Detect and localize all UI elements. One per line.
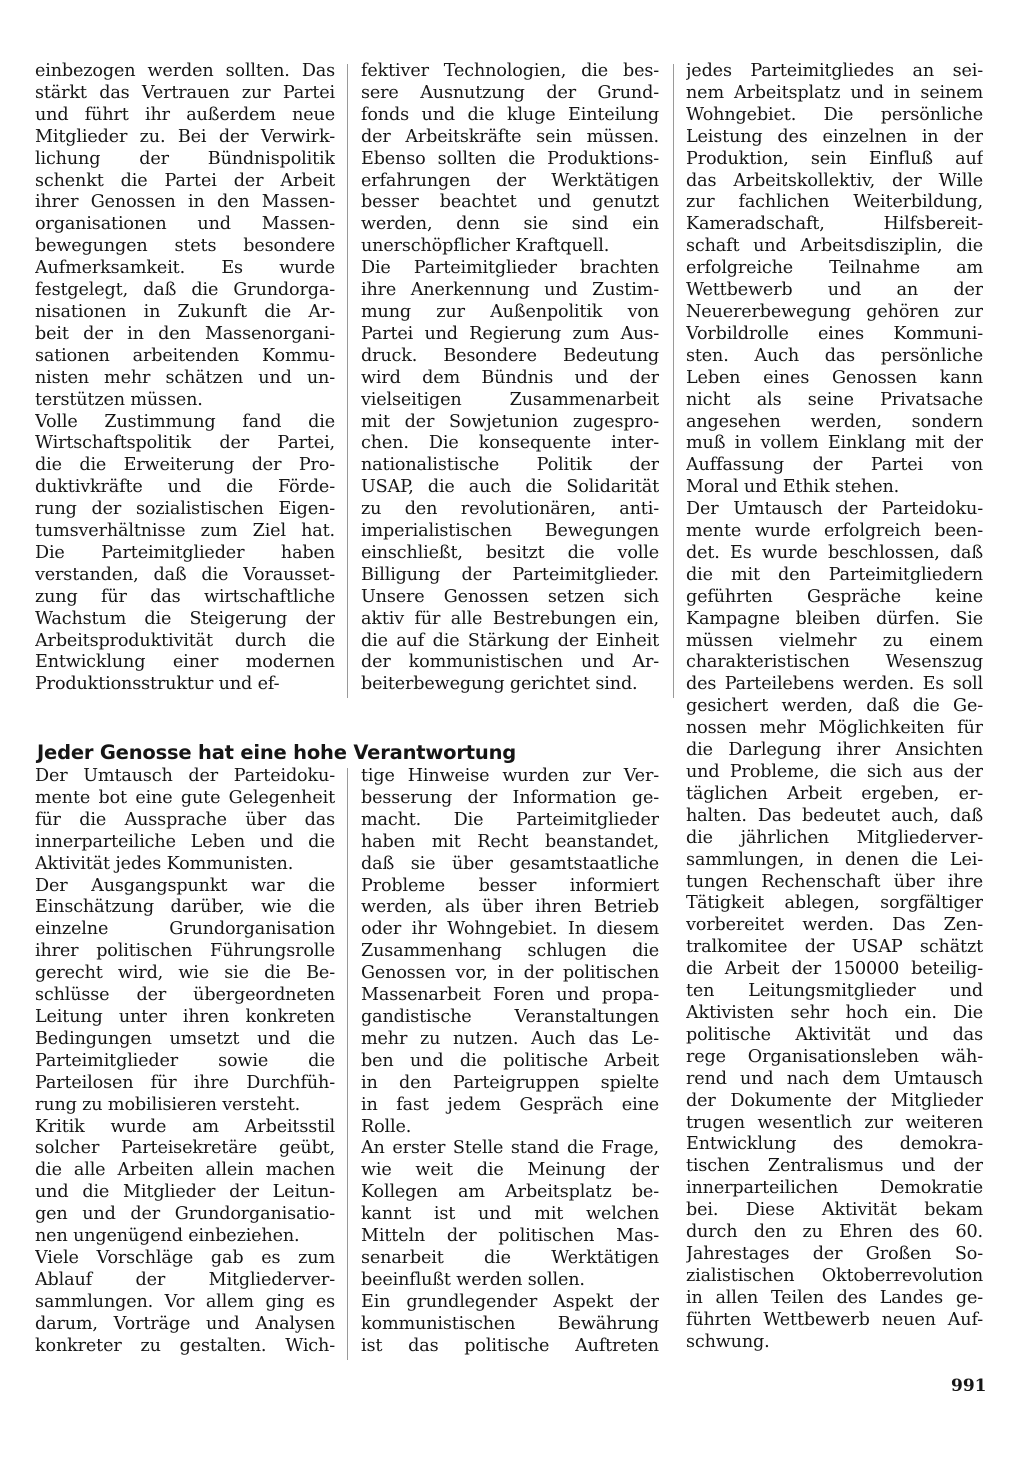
text-line: einzelne Grundorganisation bbox=[35, 919, 335, 940]
text-line: schlüsse der übergeordneten bbox=[35, 985, 335, 1006]
text-line: Die Parteimitglieder brachten bbox=[361, 258, 659, 279]
text-line: Volle Zustimmung fand die bbox=[35, 411, 335, 432]
text-line: Viele Vorschläge gab es zum bbox=[35, 1247, 335, 1268]
text-line: wie weit die Meinung der bbox=[361, 1160, 659, 1181]
text-line: Massenarbeit Foren und propa- bbox=[361, 985, 659, 1006]
text-line: sere Ausnutzung der Grund- bbox=[361, 82, 659, 103]
text-line: die alle Arbeiten allein machen bbox=[35, 1160, 335, 1181]
text-line: charakteristischen Wesenszug bbox=[686, 652, 983, 673]
text-line: rege Organisationsleben wäh- bbox=[686, 1046, 983, 1067]
text-line: Leben eines Genossen kann bbox=[686, 367, 983, 388]
text-line: Leistung des einzelnen in der bbox=[686, 126, 983, 147]
text-line: Billigung der Parteimitglieder. bbox=[361, 564, 659, 585]
text-line: in allen Teilen des Landes ge- bbox=[686, 1287, 983, 1308]
text-line: Mitteln der politischen Mas- bbox=[361, 1226, 659, 1247]
text-line: Jahrestages der Großen So- bbox=[686, 1243, 983, 1264]
text-line: Rolle. bbox=[361, 1116, 412, 1137]
text-line: in den Parteigruppen spielte bbox=[361, 1072, 659, 1093]
text-line: der kommunistischen und Ar- bbox=[361, 652, 659, 673]
text-line: mehr zu nutzen. Auch das Le- bbox=[361, 1028, 659, 1049]
text-line: schaft und Arbeitsdisziplin, die bbox=[686, 236, 983, 257]
text-line: Parteilosen für ihre Durchfüh- bbox=[35, 1072, 335, 1093]
text-line: terstützen müssen. bbox=[35, 389, 203, 410]
text-line: Der Umtausch der Parteidoku- bbox=[686, 499, 983, 520]
text-line: Vorbildrolle eines Kommuni- bbox=[686, 323, 983, 344]
text-line: die jährlichen Mitgliederver- bbox=[686, 827, 983, 848]
text-line: die die Erweiterung der Pro- bbox=[35, 455, 335, 476]
text-column-5 bbox=[361, 766, 659, 1357]
text-line: tumsverhältnisse zum Ziel hat. bbox=[35, 521, 335, 542]
text-line: stärkt das Vertrauen zur Partei bbox=[35, 82, 335, 103]
text-line: duktivkräfte und die Förde- bbox=[35, 477, 335, 498]
text-line: sammlungen. Vor allem ging es bbox=[35, 1291, 335, 1312]
text-line: müssen vielmehr zu einem bbox=[686, 630, 983, 651]
text-line: innerparteilichen Demokratie bbox=[686, 1178, 983, 1199]
text-line: senarbeit die Werktätigen bbox=[361, 1247, 659, 1268]
text-line: unerschöpflicher Kraftquell. bbox=[361, 236, 610, 257]
text-line: Parteimitglieder sowie die bbox=[35, 1050, 335, 1071]
page-number: 991 bbox=[951, 1376, 987, 1396]
text-line: mente bot eine gute Gelegenheit bbox=[35, 787, 335, 808]
text-line: nisationen in Zukunft die Ar- bbox=[35, 301, 335, 322]
text-line: halten. Das bedeutet auch, daß bbox=[686, 805, 983, 826]
text-line: täglichen Arbeit ergeben, er- bbox=[686, 783, 983, 804]
text-line: organisationen und Massen- bbox=[35, 214, 335, 235]
text-line: nationalistische Politik der bbox=[361, 455, 659, 476]
text-line: haben mit Recht beanstandet, bbox=[361, 831, 659, 852]
text-line: Auffassung der Partei von bbox=[686, 455, 983, 476]
text-line: Probleme besser informiert bbox=[361, 875, 659, 896]
text-line: ist das politische Auftreten bbox=[361, 1335, 659, 1356]
text-line: angesehen werden, sondern bbox=[686, 411, 983, 432]
text-line: Aktivität jedes Kommunisten. bbox=[35, 853, 294, 874]
text-line: rung der sozialistischen Eigen- bbox=[35, 499, 335, 520]
text-line: politische Aktivität und das bbox=[686, 1024, 983, 1045]
text-line: bewegungen stets besondere bbox=[35, 236, 335, 257]
text-line: und führt ihr außerdem neue bbox=[35, 104, 335, 125]
text-line: Wachstum die Steigerung der bbox=[35, 608, 335, 629]
text-line: Aufmerksamkeit. Es wurde bbox=[35, 258, 335, 279]
text-line: ihrer Genossen in den Massen- bbox=[35, 192, 335, 213]
text-line: tige Hinweise wurden zur Ver- bbox=[361, 766, 659, 786]
text-line: Partei und Regierung zum Aus- bbox=[361, 323, 659, 344]
text-line: fonds und die kluge Einteilung bbox=[361, 104, 659, 125]
text-line: Mitglieder zu. Bei der Verwirk- bbox=[35, 126, 335, 147]
text-line: USAP, die auch die Solidarität bbox=[361, 477, 659, 498]
text-line: zu den revolutionären, anti- bbox=[361, 499, 659, 520]
text-line: Wohngebiet. Die persönliche bbox=[686, 104, 983, 125]
text-line: zur fachlichen Weiterbildung, bbox=[686, 192, 983, 213]
text-line: Produktionsstruktur und ef- bbox=[35, 674, 280, 695]
column-rule bbox=[673, 64, 674, 698]
text-line: besserung der Information ge- bbox=[361, 787, 659, 808]
text-line: Ablauf der Mitgliederver- bbox=[35, 1269, 335, 1290]
text-line: rung zu mobilisieren versteht. bbox=[35, 1094, 301, 1115]
text-line: Zusammenhang schlugen die bbox=[361, 941, 659, 962]
text-line: Aktivisten sehr hoch ein. Die bbox=[686, 1002, 983, 1023]
text-line: Bedingungen umsetzt und die bbox=[35, 1028, 335, 1049]
text-line: kommunistischen Bewährung bbox=[361, 1313, 659, 1334]
text-line: chen. Die konsequente inter- bbox=[361, 433, 659, 454]
text-line: Ein grundlegender Aspekt der bbox=[361, 1291, 659, 1312]
text-line: solcher Parteisekretäre geübt, bbox=[35, 1138, 335, 1159]
text-line: besser beachtet und genutzt bbox=[361, 192, 659, 213]
text-line: gandistische Veranstaltungen bbox=[361, 1006, 659, 1027]
text-line: einschließt, besitzt die volle bbox=[361, 542, 659, 563]
text-line: und Probleme, die sich aus der bbox=[686, 762, 983, 782]
text-line: in fast jedem Gespräch eine bbox=[361, 1094, 659, 1115]
text-line: bei. Diese Aktivität bekam bbox=[686, 1200, 983, 1221]
text-line: rend und nach dem Umtausch bbox=[686, 1068, 983, 1089]
text-line: Wettbewerb und an der bbox=[686, 280, 983, 301]
text-line: darum, Vorträge und Analysen bbox=[35, 1313, 335, 1334]
text-line: tischen Zentralismus und der bbox=[686, 1156, 983, 1177]
text-line: beit der in den Massenorgani- bbox=[35, 323, 335, 344]
text-line: Genossen vor, in der politischen bbox=[361, 963, 659, 984]
text-line: lichung der Bündnispolitik bbox=[35, 148, 335, 169]
text-line: tungen Rechenschaft über ihre bbox=[686, 871, 983, 892]
text-line: Moral und Ethik stehen. bbox=[686, 477, 900, 498]
text-line: Ebenso sollten die Produktions- bbox=[361, 148, 659, 169]
text-line: Der Ausgangspunkt war die bbox=[35, 875, 335, 896]
text-line: imperialistischen Bewegungen bbox=[361, 521, 659, 542]
text-line: ben und die politische Arbeit bbox=[361, 1050, 659, 1071]
text-line: Einschätzung darüber, wie die bbox=[35, 897, 335, 918]
text-line: Produktion, sein Einfluß auf bbox=[686, 148, 983, 169]
text-line: oder ihr Wohngebiet. In diesem bbox=[361, 919, 659, 940]
text-line: gerecht wird, wie sie die Be- bbox=[35, 963, 335, 984]
text-line: konkreter zu gestalten. Wich- bbox=[35, 1335, 335, 1356]
text-line: vorbereitet werden. Das Zen- bbox=[686, 915, 983, 936]
text-line: sammlungen, in denen die Lei- bbox=[686, 849, 983, 870]
text-line: mung zur Außenpolitik von bbox=[361, 301, 659, 322]
text-line: nen ungenügend einbeziehen. bbox=[35, 1226, 300, 1247]
text-line: festgelegt, daß die Grundorga- bbox=[35, 280, 335, 301]
text-line: gesichert werden, daß die Ge- bbox=[686, 696, 983, 717]
text-line: die auf die Stärkung der Einheit bbox=[361, 630, 659, 651]
text-column-4 bbox=[35, 766, 335, 1357]
text-line: macht. Die Parteimitglieder bbox=[361, 809, 659, 830]
text-line: Die Parteimitglieder haben bbox=[35, 542, 335, 563]
text-line: mente wurde erfolgreich been- bbox=[686, 521, 983, 542]
text-line: trugen wesentlich zur weiteren bbox=[686, 1112, 983, 1133]
text-line: ihre Anerkennung und Zustim- bbox=[361, 280, 659, 301]
text-line: beeinflußt werden sollen. bbox=[361, 1269, 585, 1290]
text-line: Wirtschaftspolitik der Partei, bbox=[35, 433, 335, 454]
text-line: die mit den Parteimitgliedern bbox=[686, 564, 983, 585]
text-line: nem Arbeitsplatz und in seinem bbox=[686, 82, 983, 103]
text-column-1 bbox=[35, 61, 335, 696]
text-line: Kampagne bleiben dürfen. Sie bbox=[686, 608, 983, 629]
text-line: vielseitigen Zusammenarbeit bbox=[361, 389, 659, 410]
text-line: Kollegen am Arbeitsplatz be- bbox=[361, 1182, 659, 1203]
text-line: zialistischen Oktoberrevolution bbox=[686, 1265, 983, 1286]
section-heading: Jeder Genosse hat eine hohe Verantwortung bbox=[37, 741, 517, 765]
text-line: Entwicklung einer modernen bbox=[35, 652, 335, 673]
column-rule bbox=[347, 64, 348, 698]
text-line: An erster Stelle stand die Frage, bbox=[361, 1138, 659, 1159]
text-line: wird dem Bündnis und der bbox=[361, 367, 659, 388]
text-line: die Arbeit der 150000 beteilig- bbox=[686, 959, 983, 980]
text-line: der Dokumente der Mitglieder bbox=[686, 1090, 983, 1111]
text-line: gen und der Grundorganisatio- bbox=[35, 1204, 335, 1225]
text-line: Leitung unter ihren konkreten bbox=[35, 1006, 335, 1027]
text-line: Kameradschaft, Hilfsbereit- bbox=[686, 214, 983, 235]
text-line: Kritik wurde am Arbeitsstil bbox=[35, 1116, 335, 1137]
text-line: der Arbeitskräfte sein müssen. bbox=[361, 126, 659, 147]
text-column-2 bbox=[361, 61, 659, 696]
text-line: erfahrungen der Werktätigen bbox=[361, 170, 659, 191]
text-line: führten Wettbewerb neuen Auf- bbox=[686, 1309, 983, 1330]
text-line: ihrer politischen Führungsrolle bbox=[35, 941, 335, 962]
text-line: verstanden, daß die Vorausset- bbox=[35, 564, 335, 585]
text-line: innerparteiliche Leben und die bbox=[35, 831, 335, 852]
text-column-3 bbox=[686, 61, 983, 1353]
text-line: kannt ist und mit welchen bbox=[361, 1204, 659, 1225]
text-line: mit der Sowjetunion zugespro- bbox=[361, 411, 659, 432]
text-line: erfolgreiche Teilnahme am bbox=[686, 258, 983, 279]
text-line: daß sie über gesamtstaatliche bbox=[361, 853, 659, 874]
text-line: nicht als seine Privatsache bbox=[686, 389, 983, 410]
text-line: muß in vollem Einklang mit der bbox=[686, 433, 983, 454]
text-line: nisten mehr schätzen und un- bbox=[35, 367, 335, 388]
text-line: Arbeitsproduktivität durch die bbox=[35, 630, 335, 651]
text-line: beiterbewegung gerichtet sind. bbox=[361, 674, 638, 695]
text-line: geführten Gespräche keine bbox=[686, 586, 983, 607]
column-rule bbox=[347, 768, 348, 1360]
text-line: jedes Parteimitgliedes an sei- bbox=[686, 61, 983, 81]
text-line: durch den zu Ehren des 60. bbox=[686, 1222, 983, 1243]
text-line: sationen arbeitenden Kommu- bbox=[35, 345, 335, 366]
text-line: Unsere Genossen setzen sich bbox=[361, 586, 659, 607]
text-line: einbezogen werden sollten. Das bbox=[35, 61, 335, 81]
text-line: nossen mehr Möglichkeiten für bbox=[686, 718, 983, 739]
text-line: sten. Auch das persönliche bbox=[686, 345, 983, 366]
text-line: werden, denn sie sind ein bbox=[361, 214, 659, 235]
text-line: schenkt die Partei der Arbeit bbox=[35, 170, 335, 191]
text-line: ten Leitungsmitglieder und bbox=[686, 981, 983, 1002]
text-line: tralkomitee der USAP schätzt bbox=[686, 937, 983, 958]
text-line: druck. Besondere Bedeutung bbox=[361, 345, 659, 366]
text-line: Tätigkeit ablegen, sorgfältiger bbox=[686, 893, 983, 914]
text-line: Der Umtausch der Parteidoku- bbox=[35, 766, 335, 786]
text-line: det. Es wurde beschlossen, daß bbox=[686, 542, 983, 563]
text-line: für die Aussprache über das bbox=[35, 809, 335, 830]
text-line: und die Mitglieder der Leitun- bbox=[35, 1182, 335, 1203]
text-line: Neuererbewegung gehören zur bbox=[686, 301, 983, 322]
text-line: schwung. bbox=[686, 1331, 770, 1352]
text-line: des Parteilebens werden. Es soll bbox=[686, 674, 983, 695]
text-line: Entwicklung des demokra- bbox=[686, 1134, 983, 1155]
text-line: das Arbeitskollektiv, der Wille bbox=[686, 170, 983, 191]
text-line: fektiver Technologien, die bes- bbox=[361, 61, 659, 81]
text-line: zung für das wirtschaftliche bbox=[35, 586, 335, 607]
text-line: werden, als über ihren Betrieb bbox=[361, 897, 659, 918]
text-line: die Darlegung ihrer Ansichten bbox=[686, 740, 983, 761]
text-line: aktiv für alle Bestrebungen ein, bbox=[361, 608, 659, 629]
